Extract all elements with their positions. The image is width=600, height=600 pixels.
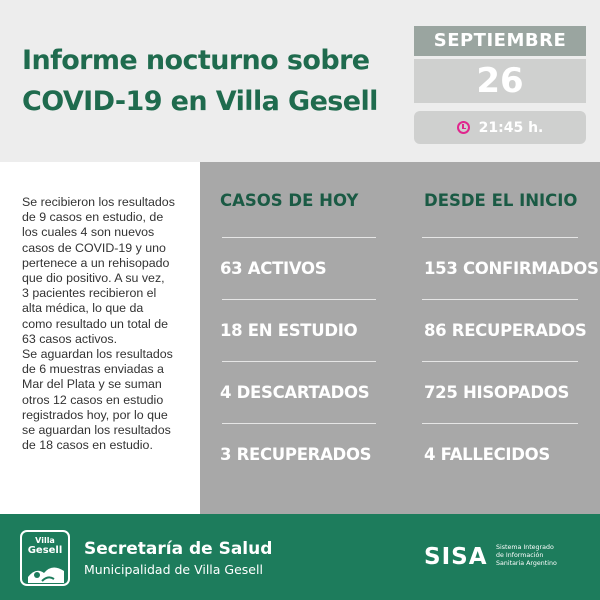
today-stat-discarded: 4 DESCARTADOS <box>220 383 370 402</box>
divider <box>422 361 578 362</box>
clock-icon <box>457 121 470 134</box>
total-stat-swabs: 725 HISOPADOS <box>424 383 570 402</box>
villa-gesell-logo-icon <box>20 530 70 586</box>
header <box>0 0 600 162</box>
month-label: SEPTIEMBRE <box>414 26 586 56</box>
logo-text-villa: Villa <box>35 536 55 545</box>
report-body-text: Se recibieron los resultados de 9 casos en estudio, de los cuales 4 son nuevos casos de COVID-19 y uno pertenece a un rehisopado que dio positivo. A su vez, 3 pacientes recibieron el alta médica, lo que da como resultado un total de 63 casos activos. Se aguardan los resultados de 6 muestras enviadas a Mar del Plata y se suman otros 12 casos en estudio registrados hoy, por lo que se aguardan los resultados de 18 casos en estudio. <box>22 195 175 453</box>
divider <box>422 237 578 238</box>
footer <box>0 514 600 600</box>
time-badge <box>414 111 586 144</box>
report-title-line-2: COVID-19 en Villa Gesell <box>22 86 378 117</box>
divider <box>222 237 376 238</box>
total-column <box>400 162 600 514</box>
total-stat-deaths: 4 FALLECIDOS <box>424 445 550 464</box>
total-stat-confirmed: 153 CONFIRMADOS <box>424 259 599 278</box>
divider <box>222 361 376 362</box>
logo-landscape-icon <box>28 559 64 583</box>
sisa-description: Sistema Integrado de Información Sanitaria Argentino <box>496 544 557 567</box>
today-stat-active: 63 ACTIVOS <box>220 259 327 278</box>
report-title-line-1: Informe nocturno sobre <box>22 45 370 76</box>
day-label: 26 <box>414 59 586 103</box>
divider <box>222 423 376 424</box>
municipalidad-subtitle: Municipalidad de Villa Gesell <box>84 562 263 577</box>
time-label: 21:45 h. <box>478 119 544 136</box>
today-stat-recovered: 3 RECUPERADOS <box>220 445 372 464</box>
total-stat-recovered: 86 RECUPERADOS <box>424 321 587 340</box>
today-column <box>200 162 400 514</box>
sisa-logo: SISA <box>424 544 488 570</box>
report-title <box>22 40 412 122</box>
total-heading: DESDE EL INICIO <box>424 191 578 210</box>
today-heading: CASOS DE HOY <box>220 191 359 210</box>
logo-text-gesell: Gesell <box>27 545 63 556</box>
divider <box>222 299 376 300</box>
secretaria-title: Secretaría de Salud <box>84 539 273 559</box>
today-stat-in-study: 18 EN ESTUDIO <box>220 321 358 340</box>
divider <box>422 299 578 300</box>
stats-panel <box>200 162 600 514</box>
divider <box>422 423 578 424</box>
